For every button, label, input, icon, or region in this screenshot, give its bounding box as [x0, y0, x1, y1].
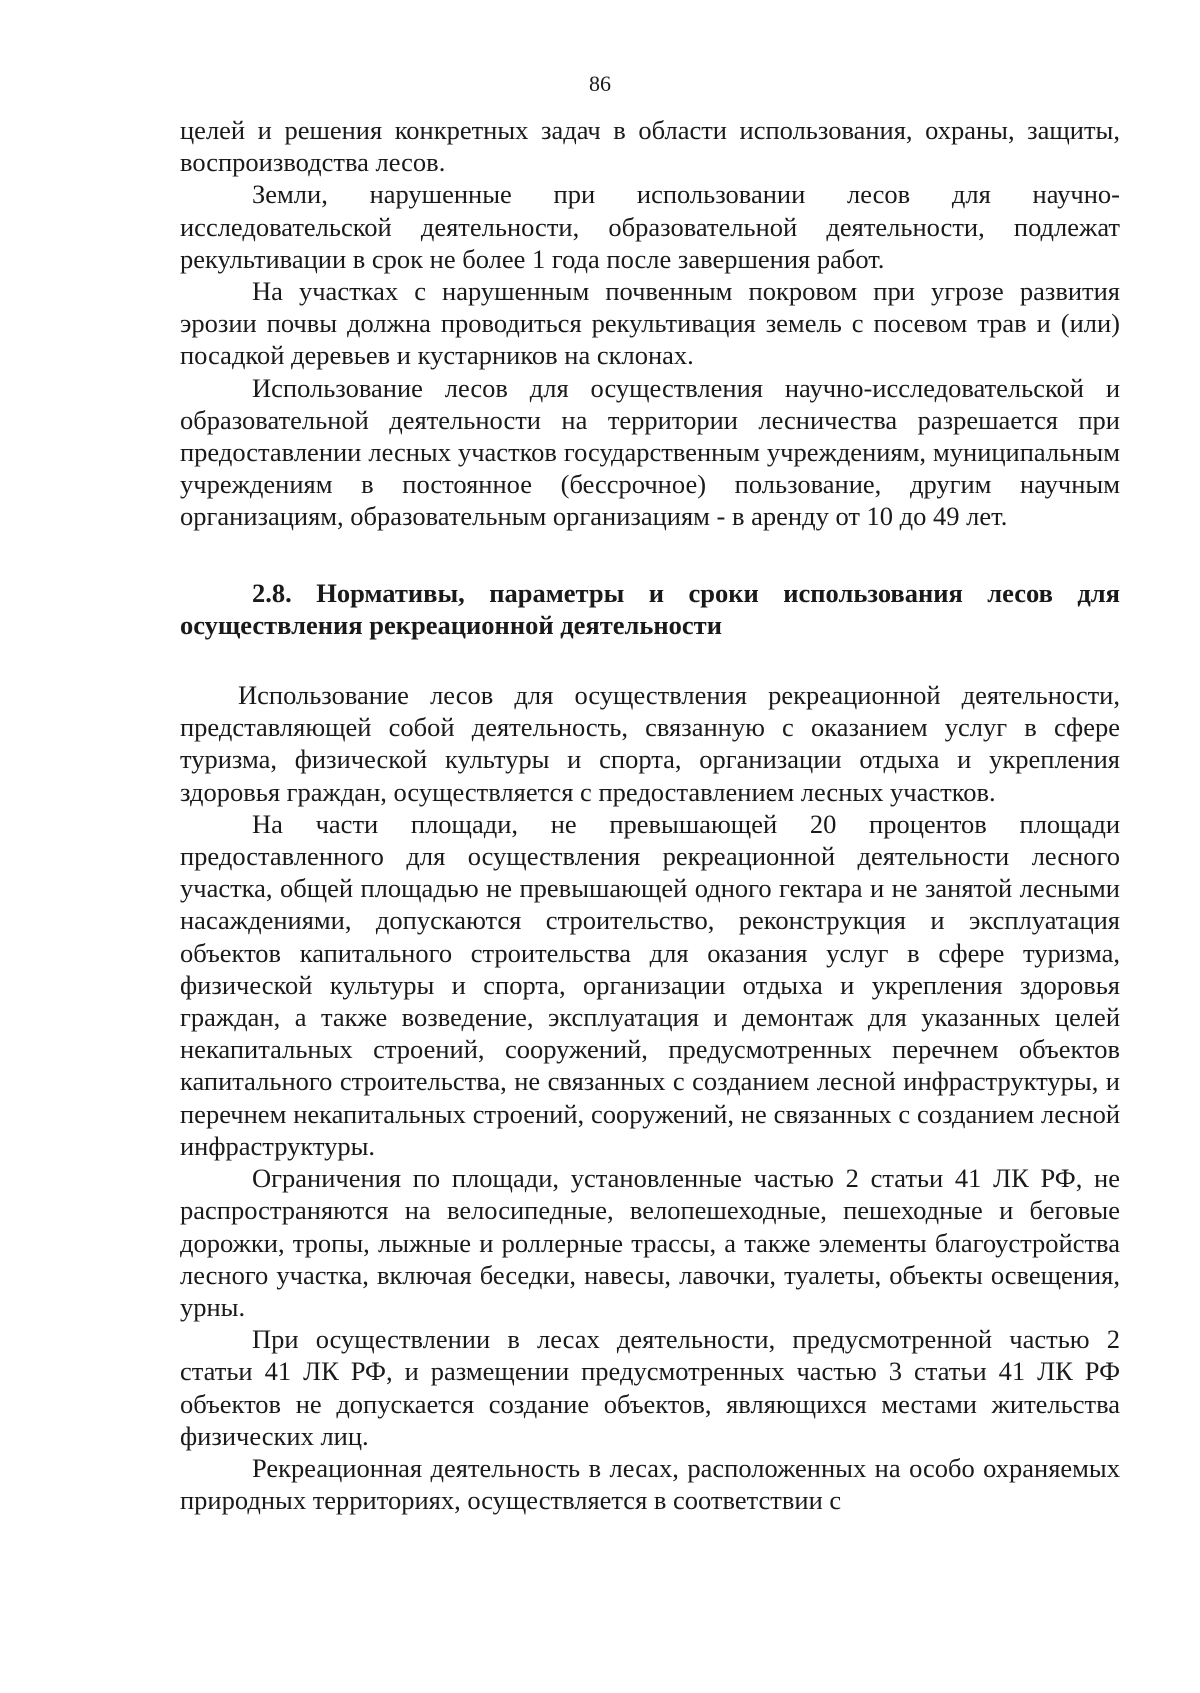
page-body [180, 114, 1120, 1516]
paragraph-research-use: Использование лесов для осуществления научно-исследовательской и образовательной деятельности на территории лесничества разрешается при предоставлении лесных участков государственным учреждениям, муниципальным учреждениям в постоянное (бессрочное) пользование, другим научным организациям, образовательным организациям - в аренду от 10 до 49 лет. [180, 372, 1120, 532]
paragraph-soil-erosion: На участках с нарушенным почвенным покровом при угрозе развития эрозии почвы должна проводиться рекультивация земель с посевом трав и (или) посадкой деревьев и кустарников на склонах. [180, 276, 1120, 371]
paragraph-area-limit: На части площади, не превышающей 20 процентов площади предоставленного для осуществления рекреационной деятельности лесного участка, общей площадью не превышающей одного гектара и не занятой лесными насаждениями, допускаются строительство, реконструкция и эксплуатация объектов капитального строительства для оказания услуг в сфере туризма, физической культуры и спорта, организации отдыха и укрепления здоровья граждан, а также возведение, эксплуатация и демонтаж для указанных целей некапитальных строений, сооружений, предусмотренных перечнем объектов капитального строительства, не связанных с созданием лесной инфраструктуры, и перечнем некапитальных строений, сооружений, не связанных с созданием лесной инфраструктуры. [180, 808, 1120, 1161]
section-heading: 2.8. Нормативы, параметры и сроки использования лесов для осуществления рекреационной деятельности [180, 577, 1120, 640]
paragraph-recreation-use: Использование лесов для осуществления рекреационной деятельности, представляющей собой деятельность, связанную с оказанием услуг в сфере туризма, физической культуры и спорта, организации отдыха и укрепления здоровья граждан, осуществляется с предоставлением лесных участков. [180, 680, 1120, 807]
paragraph-continuation: целей и решения конкретных задач в области использования, охраны, защиты, воспроизводства лесов. [180, 115, 1120, 178]
page-number: 86 [589, 71, 611, 96]
paragraph-restrictions: Ограничения по площади, установленные частью 2 статьи 41 ЛК РФ, не распространяются на велосипедные, велопешеходные, пешеходные и беговые дорожки, тропы, лыжные и роллерные трассы, а также элементы благоустройства лесного участка, включая беседки, навесы, лавочки, туалеты, объекты освещения, урны. [180, 1163, 1120, 1322]
paragraph-land-reclamation: Земли, нарушенные при использовании лесов для научно-исследовательской деятельности, образовательной деятельности, подлежат рекультивации в срок не более 1 года после завершения работ. [180, 179, 1120, 274]
paragraph-protected-areas: Рекреационная деятельность в лесах, расположенных на особо охраняемых природных территориях, осуществляется в соответствии с [180, 1452, 1120, 1516]
paragraph-residence-ban: При осуществлении в лесах деятельности, предусмотренной частью 2 статьи 41 ЛК РФ, и размещении предусмотренных частью 3 статьи 41 ЛК РФ объектов не допускается создание объектов, являющихся местами жительства физических лиц. [180, 1324, 1120, 1451]
